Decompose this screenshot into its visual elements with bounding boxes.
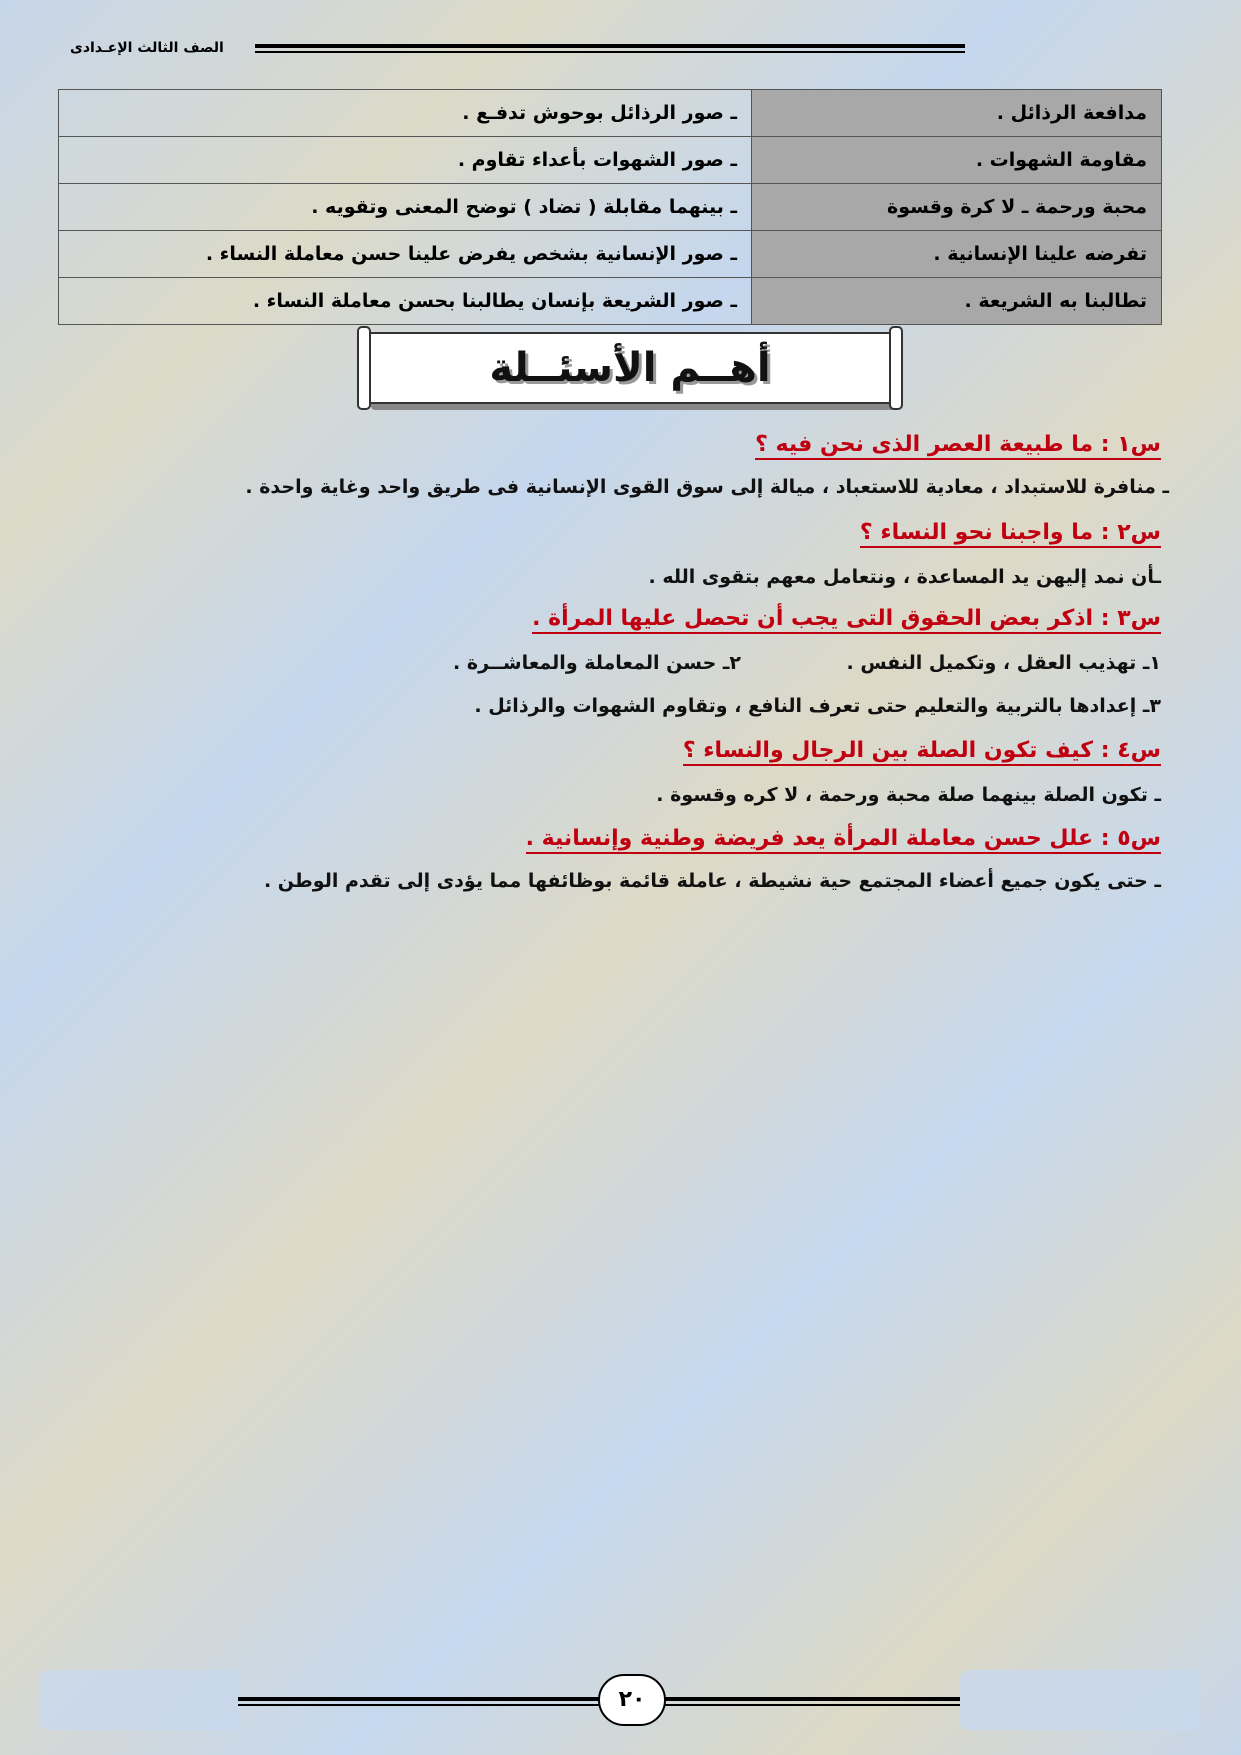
page-number: ٢٠ <box>598 1674 666 1726</box>
footer-decoration-right <box>960 1670 1200 1730</box>
question-3: س٣ : اذكر بعض الحقوق التى يجب أن تحصل عليها المرأة . <box>532 606 1161 634</box>
table-cell-key: مدافعة الرذائل . <box>752 90 1162 137</box>
table-cell-value: ـ صور الرذائل بوحوش تدفـع . <box>59 90 752 137</box>
answer-1: ـ منافرة للاستبداد ، معادية للاستعباد ، ميالة إلى سوق القوى الإنسانية فى طريق واحد وغاية واحدة . <box>245 476 1169 498</box>
footer-divider-right <box>664 1697 960 1706</box>
question-5: س٥ : علل حسن معاملة المرأة يعد فريضة وطنية وإنسانية . <box>526 826 1161 854</box>
answer-4: ـ تكون الصلة بينهما صلة محبة ورحمة ، لا كره وقسوة . <box>656 784 1161 806</box>
question-4: س٤ : كيف تكون الصلة بين الرجال والنساء ؟ <box>683 738 1161 766</box>
answer-3-item-2: ٢ـ حسن المعاملة والمعاشــرة . <box>453 652 741 674</box>
table-cell-key: محبة ورحمة ـ لا كرة وقسوة <box>752 184 1162 231</box>
table-cell-key: تفرضه علينا الإنسانية . <box>752 231 1162 278</box>
table-row <box>59 278 1162 325</box>
table-cell-key: مقاومة الشهوات . <box>752 137 1162 184</box>
answer-2: ـأن نمد إليهن يد المساعدة ، ونتعامل معهم بتقوى الله . <box>648 566 1161 588</box>
answer-3-item-3: ٣ـ إعدادها بالتربية والتعليم حتى تعرف النافع ، وتقاوم الشهوات والرذائل . <box>474 695 1161 717</box>
answer-3-item-1: ١ـ تهذيب العقل ، وتكميل النفس . <box>846 652 1161 674</box>
table-row <box>59 231 1162 278</box>
question-1: س١ : ما طبيعة العصر الذى نحن فيه ؟ <box>755 432 1161 460</box>
question-2: س٢ : ما واجبنا نحو النساء ؟ <box>860 520 1161 548</box>
table-cell-value: ـ صور الإنسانية بشخص يفرض علينا حسن معاملة النساء . <box>59 231 752 278</box>
table-cell-value: ـ بينهما مقابلة ( تضاد ) توضح المعنى وتقويه . <box>59 184 752 231</box>
table-cell-value: ـ صور الشريعة بإنسان يطالبنا بحسن معاملة النساء . <box>59 278 752 325</box>
table-cell-key: تطالبنا به الشريعة . <box>752 278 1162 325</box>
header-title: الصف الثالث الإعـدادى <box>70 40 224 56</box>
header-divider <box>255 44 965 53</box>
answer-5: ـ حتى يكون جميع أعضاء المجتمع حية نشيطة ، عاملة قائمة بوظائفها مما يؤدى إلى تقدم الوطن . <box>263 870 1161 892</box>
table-cell-value: ـ صور الشهوات بأعداء تقاوم . <box>59 137 752 184</box>
section-banner: أهــم الأسئــلة <box>365 332 895 404</box>
table-row <box>59 137 1162 184</box>
table-row <box>59 184 1162 231</box>
table-row <box>59 90 1162 137</box>
footer-decoration-left <box>40 1670 240 1730</box>
footer-divider-left <box>238 1697 600 1706</box>
analysis-table <box>58 89 1162 325</box>
